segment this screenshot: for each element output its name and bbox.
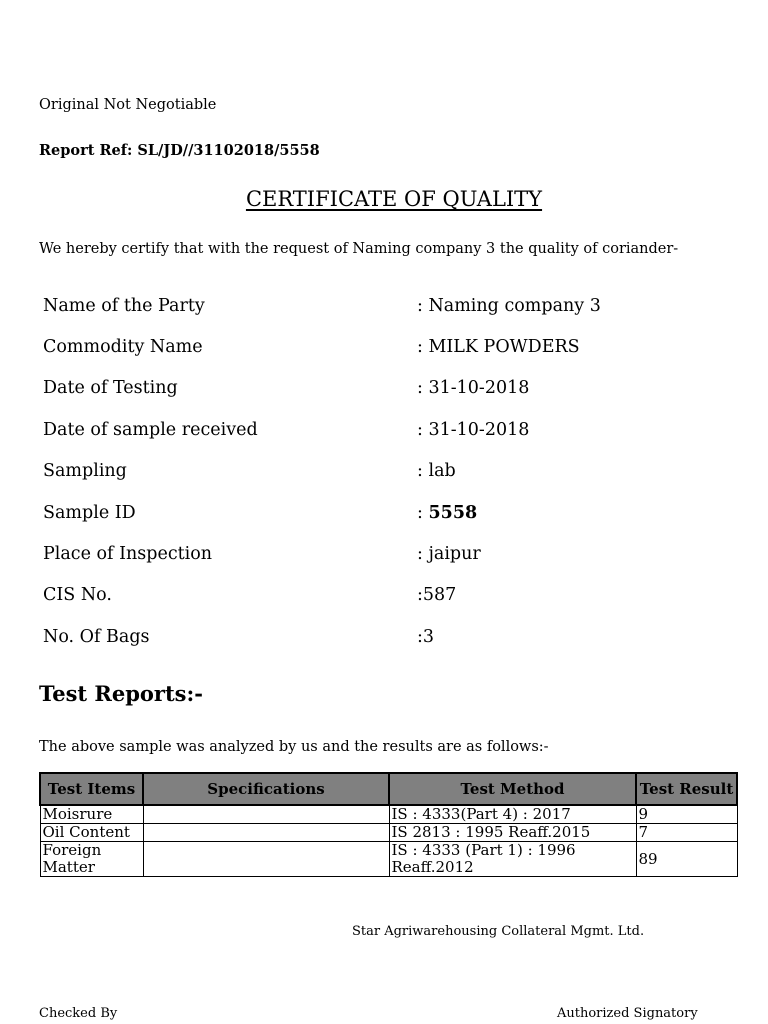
detail-label: Sample ID [43,503,136,523]
detail-label: Sampling [43,461,127,481]
detail-value: :587 [417,585,457,605]
checked-by-label: Checked By [39,1006,118,1021]
test-method-cell: IS 2813 : 1995 Reaff.2015 [389,824,636,842]
test-results-table [39,772,738,877]
test-result-cell: 7 [636,824,737,842]
test-result-cell: 9 [636,805,737,824]
detail-value: : jaipur [417,544,481,564]
detail-value: : 31-10-2018 [417,378,530,398]
test-method-cell: IS : 4333(Part 4) : 2017 [389,805,636,824]
test-item-cell: Moisrure [40,805,143,824]
column-header-specifications: Specifications [143,773,389,805]
detail-row-sampling [43,461,743,491]
column-header-test-items: Test Items [40,773,143,805]
detail-value: : 5558 [417,503,478,523]
detail-row-sample-id [43,503,743,533]
detail-row-commodity-name [43,337,743,367]
certification-statement: We hereby certify that with the request of Naming company 3 the quality of coriander- [39,241,679,257]
detail-value: : 31-10-2018 [417,420,530,440]
detail-value: : Naming company 3 [417,296,601,316]
specification-cell [143,842,389,877]
specification-cell [143,805,389,824]
detail-value: : lab [417,461,456,481]
detail-label: CIS No. [43,585,112,605]
table-row [40,824,737,842]
report-reference: Report Ref: SL/JD//31102018/5558 [39,142,320,159]
detail-label: No. Of Bags [43,627,150,647]
detail-row-party-name [43,296,743,326]
detail-value: :3 [417,627,435,647]
test-item-cell: Oil Content [40,824,143,842]
authorized-signatory-label: Authorized Signatory [557,1006,698,1021]
original-not-negotiable-note: Original Not Negotiable [39,97,217,113]
detail-label: Commodity Name [43,337,203,357]
detail-label: Name of the Party [43,296,205,316]
certificate-title: CERTIFICATE OF QUALITY [245,187,543,211]
detail-label: Date of sample received [43,420,258,440]
test-reports-intro: The above sample was analyzed by us and the results are as follows:- [39,739,549,755]
test-item-cell: Foreign Matter [40,842,143,877]
detail-label: Place of Inspection [43,544,213,564]
detail-label: Date of Testing [43,378,178,398]
detail-row-date-of-testing [43,378,743,408]
detail-row-no-of-bags [43,627,743,657]
detail-row-place-of-inspection [43,544,743,574]
test-reports-heading: Test Reports:- [39,681,203,706]
column-header-test-method: Test Method [389,773,636,805]
table-row [40,805,737,824]
company-name: Star Agriwarehousing Collateral Mgmt. Ltd. [352,924,645,939]
detail-value: : MILK POWDERS [417,337,580,357]
test-result-cell: 89 [636,842,737,877]
test-method-cell: IS : 4333 (Part 1) : 1996 Reaff.2012 [389,842,636,877]
detail-row-cis-no [43,585,743,615]
column-header-test-result: Test Result [636,773,737,805]
table-header-row [40,773,737,805]
detail-row-date-sample-received [43,420,743,450]
table-row [40,842,737,877]
specification-cell [143,824,389,842]
